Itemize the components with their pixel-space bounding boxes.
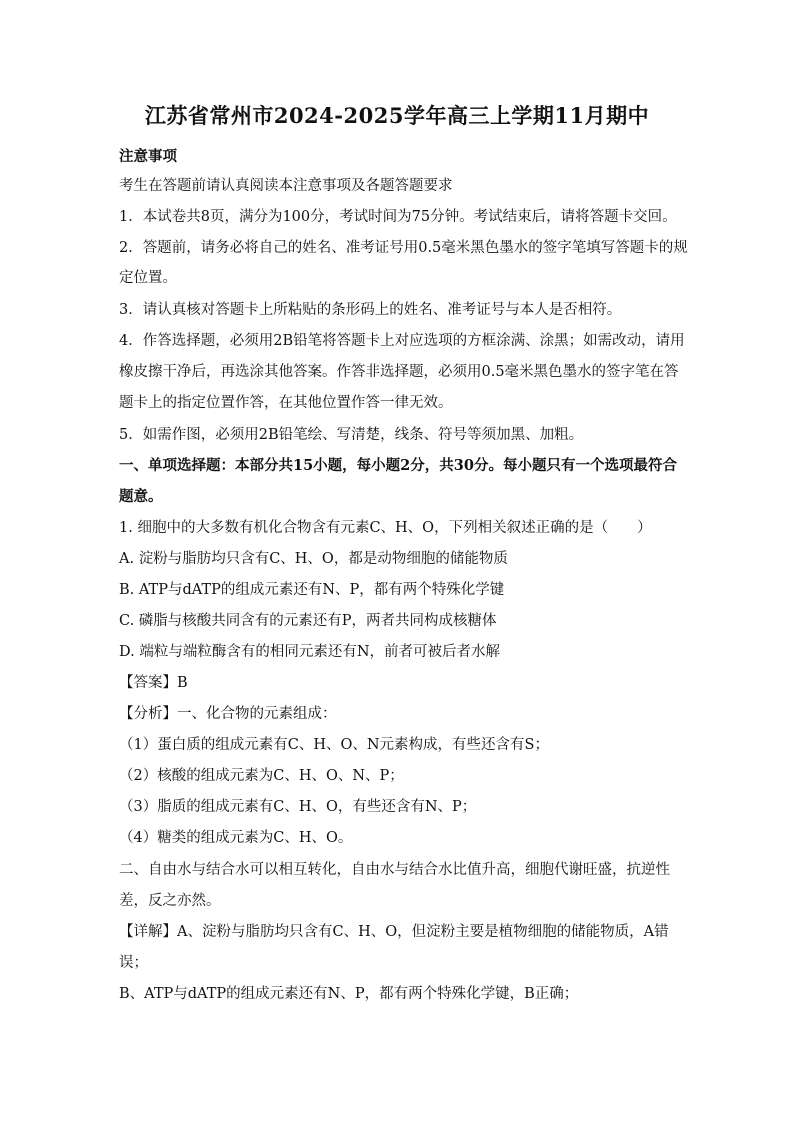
detail-line: B、ATP与dATP的组成元素还有N、P，都有两个特殊化学键，B正确； [119, 986, 579, 1002]
notice-item: 定位置。 [119, 270, 177, 286]
analysis-paragraph-continued: 差，反之亦然。 [119, 893, 221, 909]
analysis-item: （3）脂质的组成元素有C、H、O，有些还含有N、P； [119, 799, 477, 815]
section-heading-continued: 题意。 [119, 488, 163, 505]
analysis-paragraph: 二、自由水与结合水可以相互转化，自由水与结合水比值升高，细胞代谢旺盛，抗逆性 [119, 862, 670, 878]
analysis-item: （2）核酸的组成元素为C、H、O、N、P； [119, 768, 404, 784]
option-c: C. 磷脂与核酸共同含有的元素还有P，两者共同构成核糖体 [119, 613, 497, 629]
question-stem: 1. 细胞中的大多数有机化合物含有元素C、H、O，下列相关叙述正确的是（ ） [119, 520, 652, 536]
analysis-item: （4）糖类的组成元素为C、H、O。 [119, 830, 353, 846]
notice-item: 2．答题前，请务必将自己的姓名、准考证号用0.5毫米黑色墨水的签字笔填写答题卡的规 [119, 240, 688, 256]
notice-item: 3．请认真核对答题卡上所粘贴的条形码上的姓名、准考证号与本人是否相符。 [119, 302, 622, 318]
notice-item: 4．作答选择题，必须用2B铅笔将答题卡上对应选项的方框涂满、涂黑；如需改动，请用 [119, 333, 685, 349]
option-a: A. 淀粉与脂肪均只含有C、H、O，都是动物细胞的储能物质 [119, 551, 508, 567]
detail-line: 【详解】A、淀粉与脂肪均只含有C、H、O，但淀粉主要是植物细胞的储能物质，A错 [119, 924, 669, 940]
notice-item: 1．本试卷共8页，满分为100分，考试时间为75分钟。考试结束后，请将答题卡交回。 [119, 209, 677, 225]
option-d: D. 端粒与端粒酶含有的相同元素还有N，前者可被后者水解 [119, 644, 501, 660]
section-heading: 一、单项选择题：本部分共15小题，每小题2分，共30分。每小题只有一个选项最符合 [119, 457, 677, 474]
page-title: 江苏省常州市2024-2025学年高三上学期11月期中 [144, 103, 650, 128]
analysis-title: 【分析】一、化合物的元素组成： [119, 706, 337, 722]
notice-intro: 考生在答题前请认真阅读本注意事项及各题答题要求 [119, 178, 453, 194]
option-b: B. ATP与dATP的组成元素还有N、P，都有两个特殊化学键 [119, 582, 505, 598]
notice-item: 橡皮擦干净后，再选涂其他答案。作答非选择题，必须用0.5毫米黑色墨水的签字笔在答 [119, 364, 679, 380]
notice-heading: 注意事项 [119, 148, 177, 165]
detail-line-continued: 误； [119, 955, 148, 971]
notice-item: 5．如需作图，必须用2B铅笔绘、写清楚，线条、符号等须加黑、加粗。 [119, 427, 584, 443]
answer-line: 【答案】B [119, 675, 188, 691]
notice-item: 题卡上的指定位置作答，在其他位置作答一律无效。 [119, 395, 453, 411]
analysis-item: （1）蛋白质的组成元素有C、H、O、N元素构成，有些还含有S； [119, 737, 549, 753]
